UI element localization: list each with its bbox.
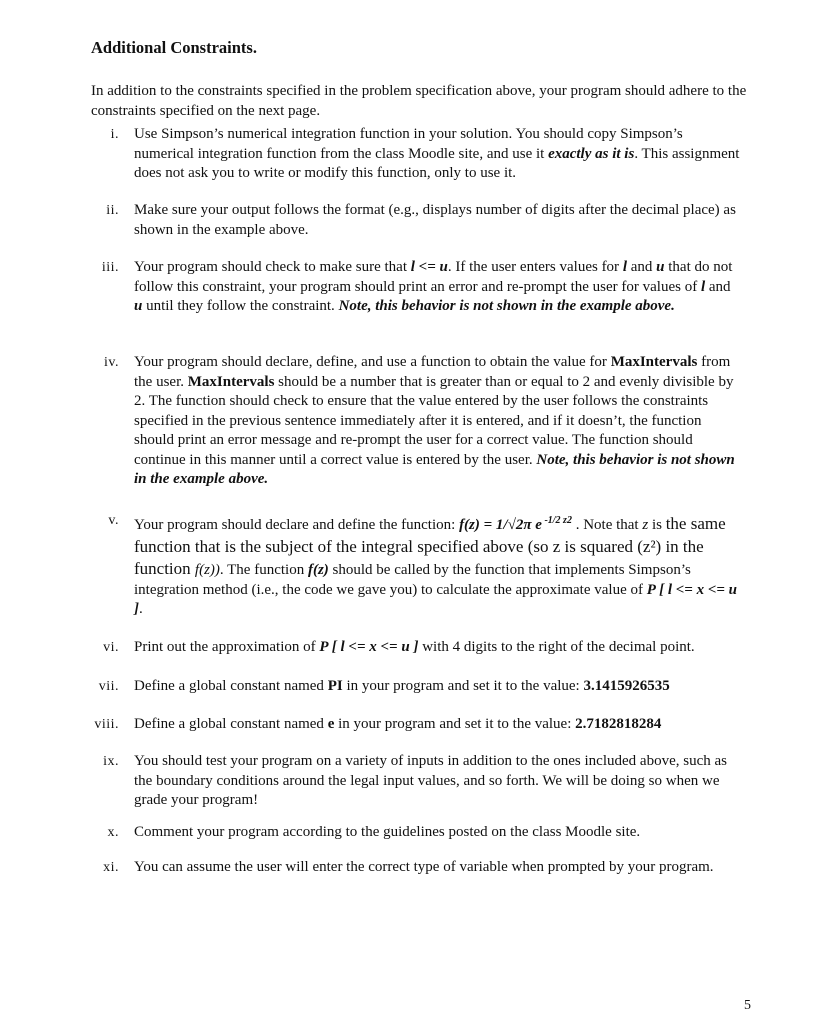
item-text: Your program should declare and define the function: f(z) = 1/√2π e $^{-1/2 z2}$ . Note that z is the same function that is the subject of the integral specified above (so z is squared (z²) in the function f(z)). The function f(z) should be called by the function that implements Simpson’s integration method (i.e., the code we gave you) to calculate the approximate value of P [ l <= x <= u ]. bbox=[134, 514, 738, 617]
item-number: iii. bbox=[101, 260, 119, 275]
item-text: You can assume the user will enter the correct type of variable when prompted by your program. bbox=[134, 859, 714, 875]
constant-name: e bbox=[327, 716, 335, 732]
page-number: 5 bbox=[744, 998, 751, 1013]
item-text: Your program should declare, define, and use a function to obtain the value for MaxIntervals from the user. MaxIntervals should be a number that is greater than or equal to 2 and evenly divisible by 2. The function should check to ensure that the value entered by the user follows the constraints specified in the previous sentence immediately after it is entered, and if it doesn’t, the function should print an error message and re-prompt the user for a correct value. The function should continue in this manner until a correct value is entered by the user. Note, this behavior is not shown in the example above. bbox=[134, 354, 735, 487]
note-text: Note, this behavior is not shown in the example above. bbox=[134, 451, 735, 487]
note-text: Note, this behavior is not shown in the example above. bbox=[338, 298, 675, 314]
emphasis: exactly as it is bbox=[548, 145, 635, 162]
item-text: Print out the approximation of P [ l <= x <= u ] with 4 digits to the right of the decimal point. bbox=[134, 639, 695, 655]
item-text: Comment your program according to the guidelines posted on the class Moodle site. bbox=[134, 824, 641, 840]
item-number: v. bbox=[108, 513, 119, 528]
item-text: You should test your program on a variety of inputs in addition to the ones included above, such as the boundary conditions around the legal input values, and so forth. We will be doing so when we grade your program! bbox=[134, 753, 727, 808]
constant-name: PI bbox=[327, 678, 343, 694]
probability-expression: P [ l <= x <= u ] bbox=[319, 639, 419, 655]
max-intervals-term: MaxIntervals bbox=[610, 354, 698, 370]
section-heading: Additional Constraints. bbox=[91, 38, 257, 57]
item-number: ii. bbox=[106, 203, 119, 218]
item-text: Define a global constant named PI in your program and set it to the value: 3.1415926535 bbox=[134, 678, 670, 694]
item-text: Use Simpson’s numerical integration function in your solution. You should copy Simpson’s numerical integration function from the class Moodle site, and use it exactly as it is. This assignment does not ask you to write or modify this function, only to use it. bbox=[134, 126, 740, 181]
item-number: ix. bbox=[103, 754, 119, 769]
item-number: vi. bbox=[103, 640, 119, 655]
intro-paragraph: In addition to the constraints specified in the problem specification above, your program should adhere to the constraints specified on the next page. bbox=[91, 83, 747, 119]
item-text: Define a global constant named e in your program and set it to the value: 2.7182818284 bbox=[134, 716, 662, 732]
probability-expression: P [ l <= x <= u ] bbox=[134, 581, 738, 617]
item-number: x. bbox=[107, 825, 119, 840]
item-number: iv. bbox=[104, 355, 119, 370]
function-formula: f(z) = 1/√2π e $^{-1/2 z2}$ bbox=[459, 515, 572, 533]
constant-value: 3.1415926535 bbox=[583, 678, 670, 694]
item-number: i. bbox=[110, 127, 119, 142]
item-number: viii. bbox=[94, 717, 119, 732]
item-number: vii. bbox=[98, 679, 119, 694]
item-text: Make sure your output follows the format (e.g., displays number of digits after the decimal place) as shown in the example above. bbox=[134, 202, 736, 238]
item-number: xi. bbox=[103, 860, 119, 875]
item-text: Your program should check to make sure that l <= u. If the user enters values for l and u that do not follow this constraint, your program should print an error and re-prompt the user for values of l and u until they follow the constraint. Note, this behavior is not shown in the example above. bbox=[134, 259, 733, 314]
constant-value: 2.7182818284 bbox=[575, 716, 662, 732]
